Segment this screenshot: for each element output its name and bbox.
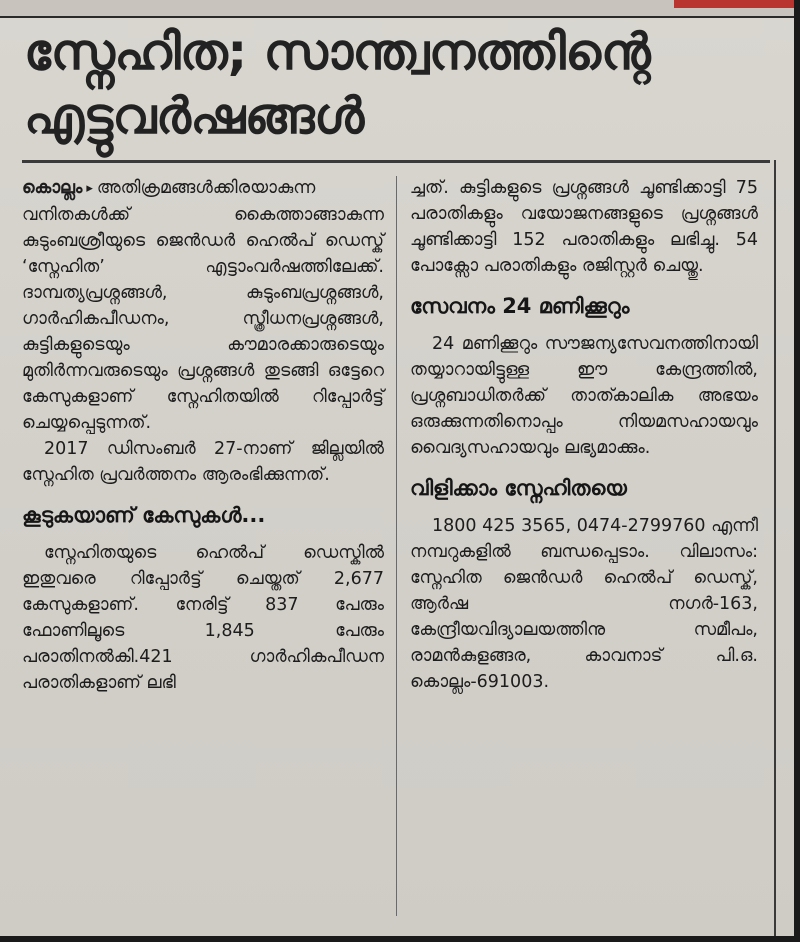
dateline: കൊല്ലം bbox=[22, 178, 83, 198]
subhead-contact: വിളിക്കാം സ്നേഹിതയെ bbox=[410, 476, 627, 500]
red-corner-mark bbox=[674, 0, 794, 8]
service-paragraph: 24 മണിക്കൂറും സൗജന്യസേവനത്തിനായി തയ്യാറായിട്ടുള്ള ഈ കേന്ദ്രത്തിൽ, പ്രശ്നബാധിതർക്ക് താത്കാലിക അഭയം ഒരുക്കുന്നതിനൊപ്പം നിയമസഹായവും വൈദ്യസഹായവും ലഭ്യമാക്കും. bbox=[410, 334, 758, 458]
intro-text: അതിക്രമങ്ങൾക്കിരയാകുന്ന വനിതകൾക്ക് കൈത്താങ്ങാകുന്ന കുടുംബശ്രീയുടെ ജെൻഡർ ഹെൽപ് ഡെസ്ക് ‘സ്നേഹിത’ എട്ടാംവർഷത്തിലേക്ക്. ദാമ്പത്യപ്രശ്നങ്ങൾ, കുടുംബപ്രശ്നങ്ങൾ, ഗാർഹികപീഡനം, സ്ത്രീധനപ്രശ്നങ്ങൾ, കുട്ടികളുടെയും കൗമാരക്കാരുടെയും മുതിർന്നവരുടെയും പ്രശ്നങ്ങൾ തുടങ്ങി ഒട്ടേറെ കേസുകളാണ് സ്നേഹിതയിൽ റിപ്പോർട്ട് ചെയ്യപ്പെടുന്നത്. bbox=[22, 178, 384, 433]
subhead-24-hour-service: സേവനം 24 മണിക്കൂറും bbox=[410, 294, 630, 318]
contact-paragraph: 1800 425 3565, 0474-2799760 എന്നീ നമ്പറുകളിൽ ബന്ധപ്പെടാം. വിലാസം: സ്നേഹിത ജെൻഡർ ഹെൽപ് ഡെസ്ക്, ആർഷ നഗർ-163, കേന്ദ്രീയവിദ്യാലയത്തിനു സമീപം, രാമൻകുളങ്ങര, കാവനാട് പി.ഒ. കൊല്ലം-691003. bbox=[410, 516, 758, 692]
intro-paragraph bbox=[22, 175, 384, 436]
right-border-rule bbox=[774, 160, 776, 936]
headline-line-1: സ്നേഹിത; സാന്ത്വനത്തിന്റെ bbox=[24, 23, 651, 81]
headline bbox=[24, 20, 764, 148]
headline-line-2: എട്ടുവർഷങ്ങൾ bbox=[24, 87, 364, 145]
headline-rule bbox=[22, 160, 770, 163]
start-date-paragraph: 2017 ഡിസംബർ 27-നാണ് ജില്ലയിൽ സ്നേഹിത പ്രവർത്തനം ആരംഭിക്കുന്നത്. bbox=[22, 439, 384, 485]
column-divider bbox=[396, 176, 397, 916]
cases-paragraph: സ്നേഹിതയുടെ ഹെൽപ് ഡെസ്കിൽ ഇതുവരെ റിപ്പോർട്ട് ചെയ്തത് 2,677 കേസുകളാണ്. നേരിട്ട് 837 പേരും ഫോണിലൂടെ 1,845 പേരും പരാതിനൽകി.421 ഗാർഹികപീഡന പരാതികളാണ് ലഭി bbox=[22, 543, 384, 693]
dateline-marker-icon: ▸ bbox=[86, 181, 93, 196]
subhead-cases-rising: കൂടുകയാണ് കേസുകൾ... bbox=[22, 503, 266, 527]
left-column bbox=[22, 175, 384, 696]
right-column bbox=[410, 175, 758, 695]
continuation-paragraph: ച്ചത്. കുട്ടികളുടെ പ്രശ്നങ്ങൾ ചൂണ്ടിക്കാട്ടി 75 പരാതികളും വയോജനങ്ങളുടെ പ്രശ്നങ്ങൾ ചൂണ്ടിക്കാട്ടി 152 പരാതികളും ലഭിച്ചു. 54 പോക്സോ പരാതികളും രജിസ്റ്റർ ചെയ്തു. bbox=[410, 178, 758, 276]
